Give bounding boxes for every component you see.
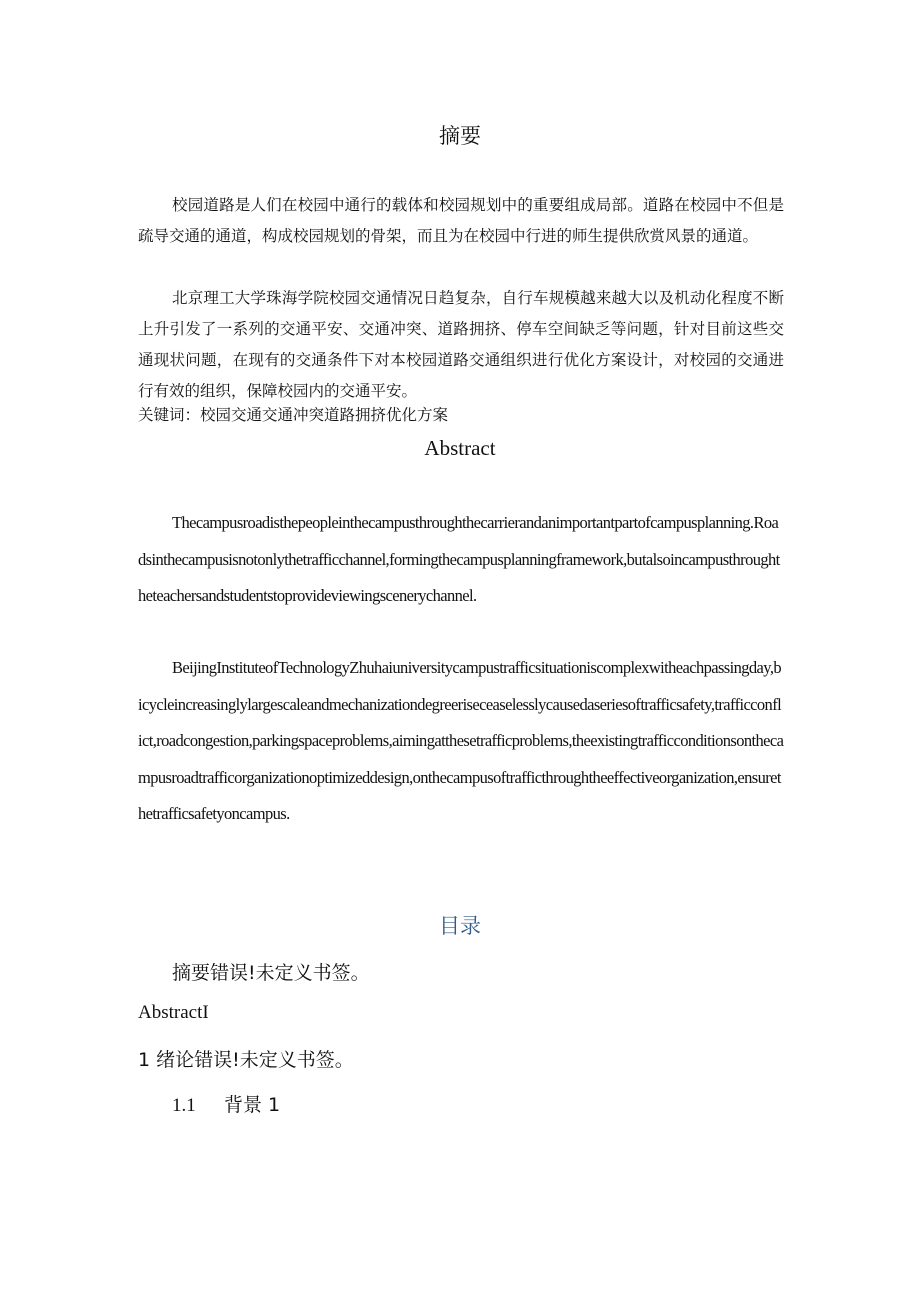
toc-entry-error: 错误!未定义书签。 bbox=[210, 962, 370, 984]
toc-entry-intro[interactable] bbox=[138, 1045, 354, 1072]
toc-entry-error: 错误!未定义书签。 bbox=[194, 1049, 354, 1071]
toc-entry-abstract-en[interactable]: AbstractI bbox=[138, 1002, 209, 1023]
abstract-en-paragraph-2: BeijingInstituteofTechnologyZhuhaiuniversitycampustrafficsituationiscomplexwitheachpassingday,bicycleincreasinglylargescaleandmechanizationdegreeriseceaselesslycausedaseriesoftrafficsafety,trafficconflict,roadcongestion,parkingspaceproblems,aimingatthesetrafficproblems,theexistingtrafficconditionsonthecampusroadtrafficorganizationoptimizeddesign,onthecampusoftrafficthroughtheeffectiveorganization,ensurethetrafficsafetyoncampus. bbox=[138, 658, 784, 823]
keywords: 关键词：校园交通交通冲突道路拥挤优化方案 bbox=[138, 406, 449, 424]
abstract-cn-paragraph-1: 校园道路是人们在校园中通行的载体和校园规划中的重要组成局部。道路在校园中不但是疏导交通的通道，构成校园规划的骨架，而且为在校园中行进的师生提供欣赏风景的通道。 bbox=[138, 196, 784, 245]
abstract-en-paragraph-1: Thecampusroadisthepeopleinthecampusthroughthecarrierandanimportantpartofcampusplanning.Roadsinthecampusisnotonlythetrafficchannel,formingthecampusplanningframework,butalsoincampusthroughtheteachersandstudentstoprovideviewingscenerychannel. bbox=[138, 513, 780, 605]
toc-entry-background[interactable] bbox=[172, 1090, 280, 1117]
abstract-cn-paragraph-2: 北京理工大学珠海学院校园交通情况日趋复杂，自行车规模越来越大以及机动化程度不断上升引发了一系列的交通平安、交通冲突、道路拥挤、停车空间缺乏等问题，针对目前这些交通现状问题，在现有的交通条件下对本校园道路交通组织进行优化方案设计，对校园的交通进行有效的组织，保障校园内的交通平安。 bbox=[138, 289, 784, 400]
toc-entry-abstract-cn[interactable] bbox=[172, 958, 370, 985]
abstract-cn-title: 摘要 bbox=[439, 124, 481, 148]
toc-entry-number: 1.1 bbox=[172, 1095, 196, 1116]
toc-entry-label: 背景 1 bbox=[224, 1094, 281, 1116]
toc-entry-label: 摘要 bbox=[172, 962, 211, 984]
toc-title: 目录 bbox=[439, 914, 481, 938]
toc-entry-label: 1 绪论 bbox=[138, 1049, 195, 1071]
abstract-en-title: Abstract bbox=[424, 436, 496, 460]
